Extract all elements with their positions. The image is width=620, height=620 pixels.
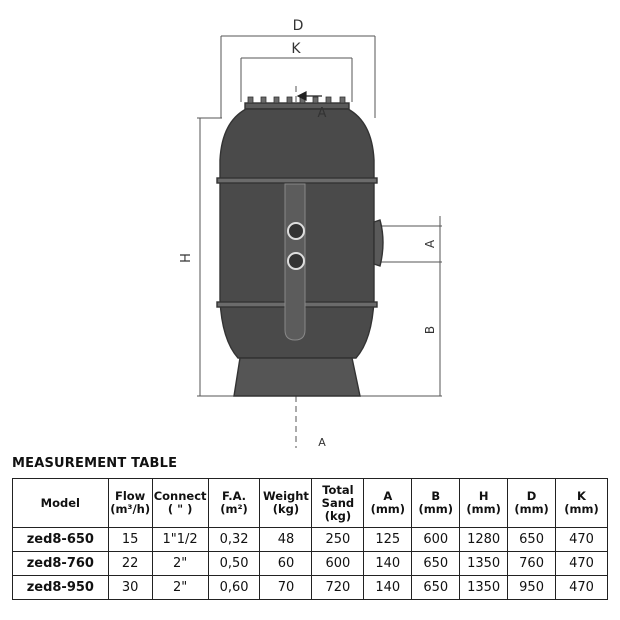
cell-a: 140 — [364, 552, 412, 576]
cell-model: zed8-650 — [13, 528, 109, 552]
cell-weight: 48 — [260, 528, 312, 552]
cell-k: 470 — [556, 576, 608, 600]
cell-total-sand: 600 — [312, 552, 364, 576]
header-connect: Connect ( " ) — [152, 479, 208, 528]
measurement-table — [12, 478, 608, 600]
label-a-outlet: A — [318, 436, 326, 449]
header-flow: Flow (m³/h) — [108, 479, 152, 528]
table-header-row — [13, 479, 608, 528]
cell-fa: 0,32 — [208, 528, 260, 552]
cell-connect: 2" — [152, 576, 208, 600]
cell-weight: 70 — [260, 576, 312, 600]
cell-total-sand: 720 — [312, 576, 364, 600]
measurement-table-title: MEASUREMENT TABLE — [12, 456, 178, 471]
cell-b: 650 — [412, 576, 460, 600]
cell-flow: 15 — [108, 528, 152, 552]
header-d: D (mm) — [508, 479, 556, 528]
cell-connect: 2" — [152, 552, 208, 576]
cell-h: 1280 — [460, 528, 508, 552]
cell-k: 470 — [556, 528, 608, 552]
table-row — [13, 528, 608, 552]
cell-fa: 0,60 — [208, 576, 260, 600]
label-a-inlet: A — [317, 106, 327, 121]
table-row — [13, 576, 608, 600]
cell-fa: 0,50 — [208, 552, 260, 576]
cell-a: 125 — [364, 528, 412, 552]
header-fa: F.A. (m²) — [208, 479, 260, 528]
label-b: B — [423, 325, 437, 335]
header-weight: Weight (kg) — [260, 479, 312, 528]
header-model: Model — [13, 479, 109, 528]
header-h: H (mm) — [460, 479, 508, 528]
cell-model: zed8-760 — [13, 552, 109, 576]
cell-flow: 22 — [108, 552, 152, 576]
cell-d: 760 — [508, 552, 556, 576]
cell-d: 950 — [508, 576, 556, 600]
cell-weight: 60 — [260, 552, 312, 576]
cell-h: 1350 — [460, 552, 508, 576]
filter-tank — [217, 97, 383, 396]
cell-flow: 30 — [108, 576, 152, 600]
table-row — [13, 552, 608, 576]
cell-connect: 1"1/2 — [152, 528, 208, 552]
cell-h: 1350 — [460, 576, 508, 600]
header-b: B (mm) — [412, 479, 460, 528]
cell-b: 650 — [412, 552, 460, 576]
cell-total-sand: 250 — [312, 528, 364, 552]
label-k: K — [291, 41, 301, 57]
header-total-sand: Total Sand (kg) — [312, 479, 364, 528]
cell-b: 600 — [412, 528, 460, 552]
header-a: A (mm) — [364, 479, 412, 528]
cell-d: 650 — [508, 528, 556, 552]
label-d: D — [292, 18, 304, 34]
label-h: H — [179, 253, 194, 263]
label-a: A — [423, 239, 437, 249]
cell-a: 140 — [364, 576, 412, 600]
cell-model: zed8-950 — [13, 576, 109, 600]
header-k: K (mm) — [556, 479, 608, 528]
cell-k: 470 — [556, 552, 608, 576]
